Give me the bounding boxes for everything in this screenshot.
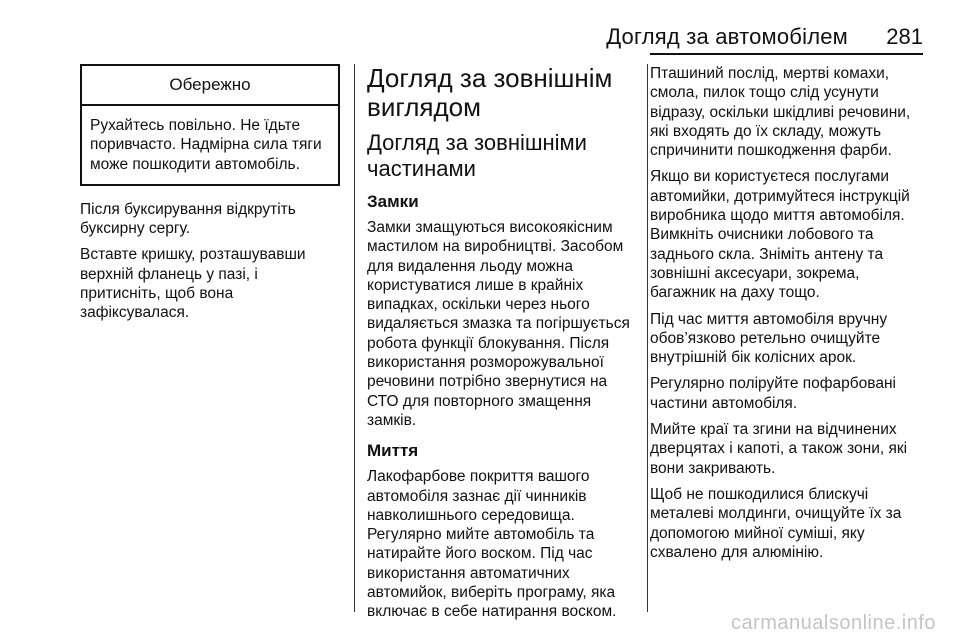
paragraph: Пташиний послід, мертві комахи, смола, пилок тощо слід усунути відразу, оскільки шкідливі речовини, які входять до їх складу, можуть спричинити пошкодження фарби.: [650, 65, 911, 160]
page-header: [0, 0, 960, 56]
wash-heading: Миття: [367, 441, 419, 461]
subsection-heading: Догляд за зовнішніми частинами: [367, 130, 587, 181]
watermark: carmanualsonline.info: [730, 612, 936, 634]
paragraph: Якщо ви користуєтеся послугами автомийки, дотримуйтеся інструкцій виробника щодо миття автомобіля. Вимкніть очисники лобового та заднього скла. Зніміть антену та зовнішні аксесуари, зокрема, багажник на даху тощо.: [650, 168, 910, 302]
section-heading: Догляд за зовнішнім виглядом: [367, 63, 613, 122]
paragraph: Після буксирування відкрутіть буксирну сергу.: [80, 200, 296, 238]
column-1: [80, 64, 340, 330]
header-rule: [650, 53, 923, 55]
paragraph: Щоб не пошкодилися блискучі металеві молдинги, очищуйте їх за допомогою мийної суміші, яку схвалено для алюмінію.: [650, 485, 902, 561]
paragraph: Мийте краї та згини на відчинених дверцятах і капоті, а також зони, які вони закривають.: [650, 421, 908, 477]
paragraph: Під час миття автомобіля вручну обов’язково ретельно очищуйте внутрішній бік колісних арок.: [650, 310, 888, 367]
warning-box: [80, 64, 340, 186]
page-number: 281: [886, 24, 923, 49]
paragraph: Регулярно поліруйте пофарбовані частини автомобіля.: [650, 375, 896, 412]
column-2: [367, 64, 633, 629]
warning-heading: Обережно: [82, 66, 338, 106]
locks-text: Замки змащуються високоякісним мастилом на виробництві. Засобом для видалення льоду можна користуватися лише в крайніх випадках, оскільки через нього видаляється змазка та погіршується робота функції блокування. Після використання розморожувальної речовини потрібно звернутися на СТО для повторного змащення замків.: [367, 219, 630, 429]
header-title: Догляд за автомобілем: [606, 24, 848, 49]
column-divider: [354, 64, 355, 612]
column-3: [650, 64, 928, 569]
warning-text: Рухайтесь повільно. Не їдьте поривчасто. Надмірна сила тяги може пошкодити автомобіль.: [90, 117, 322, 173]
wash-text: Лакофарбове покриття вашого автомобіля зазнає дії чинників навколишнього середовища. Регулярно мийте автомобіль та натирайте його воском. Під час використання автоматичних автомийок, виберіть програму, яка включає в себе натирання воском.: [367, 468, 617, 621]
locks-heading: Замки: [367, 192, 419, 211]
paragraph: Вставте кришку, розташувавши верхній фланець у пазі, і притисніть, щоб вона зафіксувалася.: [80, 246, 306, 322]
column-divider: [647, 64, 648, 612]
